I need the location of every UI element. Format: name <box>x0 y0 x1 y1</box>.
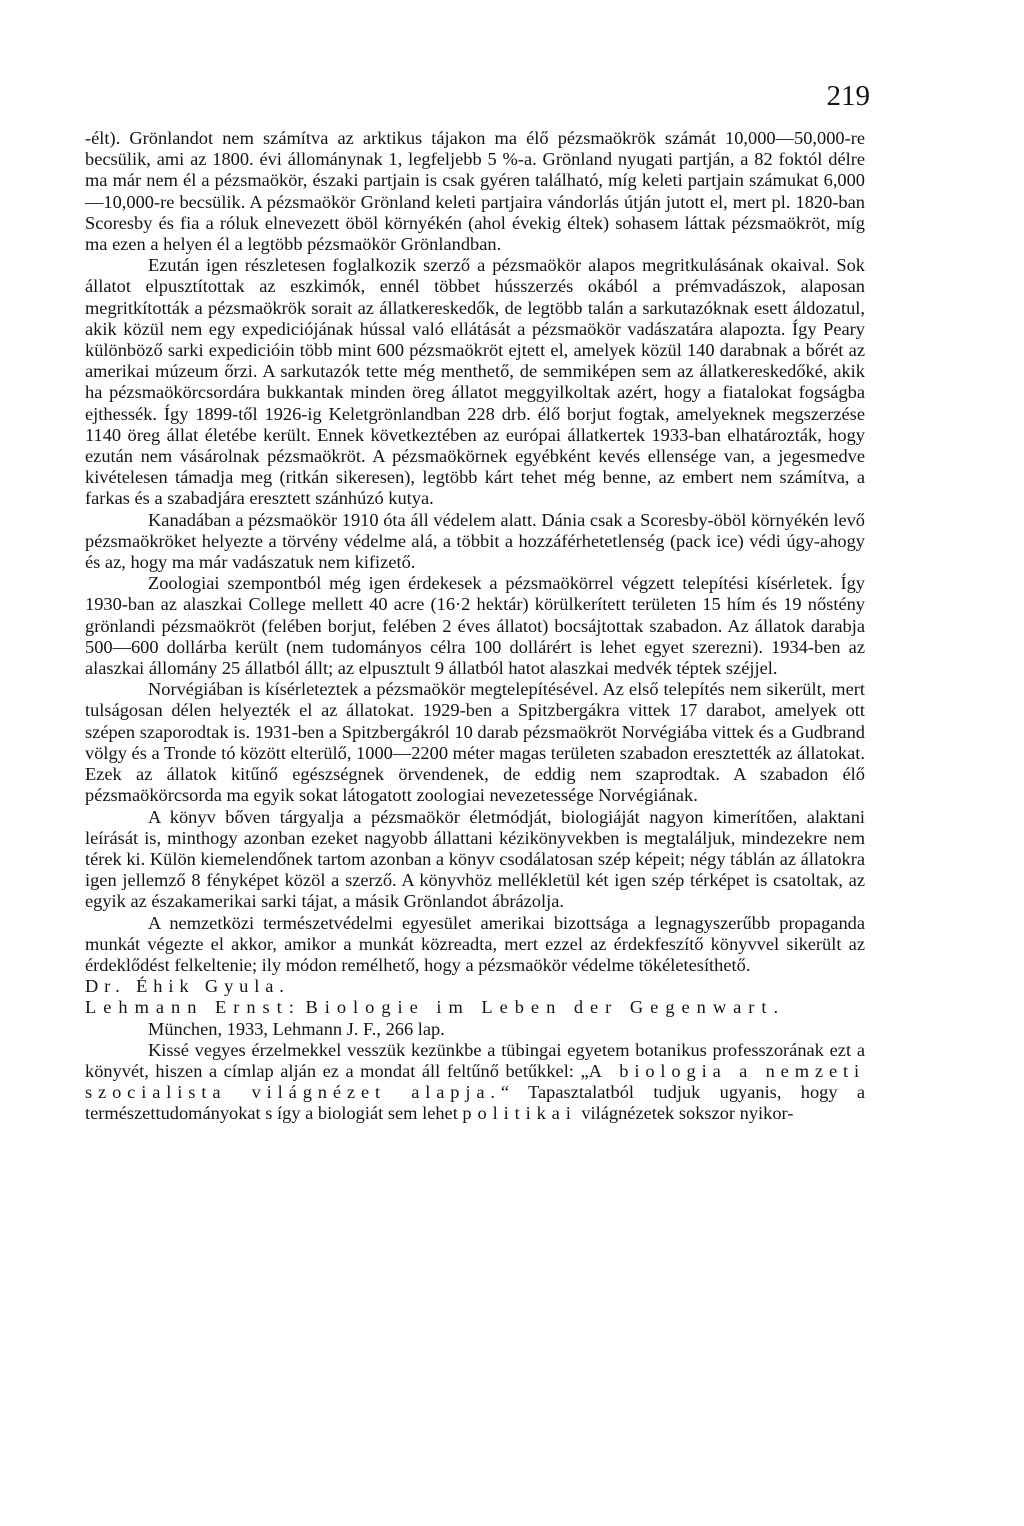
review-quote: A biologia a nemzeti szocialista világnézet alapja. <box>85 1060 865 1103</box>
paragraph-2: Ezután igen részletesen foglalkozik szerző a pézsmaökör alapos megritkulásának okaival. Sok állatot elpusztítottak az eszkimók, ennél többet hússzerzés okából a prémvadászok, alaposan megritkították a pézsmaökrök sorait az állatkereskedők, de legtöbb talán a sarkutazóknak esett áldozatul, akik közül nem egy expediciójának hússal való ellátását a pézsmaökör vadászatára alapozta. Így Peary különböző sarki expedicióin több mint 600 pézsmaökröt ejtett el, amelyek közül 140 darabnak a bőrét az amerikai múzeum őrzi. A sarkutazók tette még menthető, de semmiképen sem az állatkereskedőké, akik ha pézsmaökörcsordára bukkantak minden öreg állatot meggyilkoltak azért, hogy a fiatalokat fogságba ejthessék. Így 1899-től 1926-ig Keletgrönlandban 228 drb. élő borjut fogtak, amelyeknek megszerzése 1140 öreg állat életébe került. Ennek következtében az európai állatkertek 1933-ban elhatározták, hogy ezután nem vásárolnak pézsmaökröt. A pézsmaökörnek egyébként kevés ellensége van, a jegesmedve kivételesen támadja meg (ritkán sikeresen), legtöbb kárt tehet még benne, az embert nem számítva, a farkas és a szabadjára eresztett szánhúzó kutya. <box>85 255 865 509</box>
signature-text: Dr. Éhik Gyula. <box>85 976 290 997</box>
review-spaced-word: politikai <box>462 1103 577 1124</box>
page-number: 219 <box>826 80 870 112</box>
article-text <box>85 128 865 1125</box>
review-paragraph <box>85 1040 865 1125</box>
review-body-end: világnézetek sokszor nyikor- <box>576 1103 794 1124</box>
review-title: Biologie im Leben der Gegenwart. <box>305 997 786 1018</box>
review-imprint: München, 1933, Lehmann J. F., 266 lap. <box>148 1018 445 1039</box>
paragraph-5: Norvégiában is kísérleteztek a pézsmaökör megtelepítésével. Az első telepítés nem sikerült, mert tulságosan délen helyezték el az állatokat. 1929-ben a Spitzbergákra vittek 17 darabot, amelyek ott szépen szaporodtak is. 1931-ben a Spitzbergákról 10 darab pézsmaökröt Norvégiába vittek és a Gudbrand völgy és a Tronde tó között elterülő, 1000—2200 méter magas területen szabadon eresztették az állatokat. Ezek az állatok kitűnő egészségnek örvendenek, de eddig nem szaprodtak. A szabadon élő pézsmaökörcsorda ma egyik sokat látogatott zoologiai nevezetessége Norvégiának. <box>85 679 865 806</box>
review-body-mid: “ Tapasztalatból tudjuk ugyanis, hogy a természettudományokat s így a biologiát sem lehet <box>85 1082 865 1124</box>
review-body-start: Kissé vegyes érzelmekkel vesszük kezünkbe a tübingai egyetem botanikus professzorának ezt a könyvét, hiszen a címlap alján ez a mondat áll feltűnő betűkkel: „ <box>85 1039 865 1081</box>
paragraph-1: -élt). Grönlandot nem számítva az arktikus tájakon ma élő pézsmaökrök számát 10,000—50,000-re becsülik, ami az 1800. évi állománynak 1, legfeljebb 5 %-a. Grönland nyugati partján, a 82 foktól délre ma már nem él a pézsmaökör, északi partjain is csak gyéren található, míg keleti partjain számukat 6,000—10,000-re becsülik. A pézsmaökör Grönland keleti partjaira vándorlás útján jutott el, mert pl. 1820-ban Scoresby és fia a róluk elnevezett öböl környékén (ahol évekig éltek) sohasem láttak pézsmaökröt, míg ma ezen a helyen él a legtöbb pézsmaökör Grönlandban. <box>85 128 865 255</box>
paragraph-7: A nemzetközi természetvédelmi egyesület amerikai bizottsága a legnagyszerűbb propaganda munkát végezte el akkor, amikor a munkát közreadta, mert ezzel az érdekfeszítő könyvvel sikerült az érdeklődést felkeltenie; ily módon remélhető, hogy a pézsmaökör védelme tökéletesíthető. <box>85 912 865 975</box>
review-heading <box>85 997 865 1018</box>
paragraph-4: Zoologiai szempontból még igen érdekesek a pézsmaökörrel végzett telepítési kísérletek. Így 1930-ban az alaszkai College mellett 40 acre (16·2 hektár) körülkerített területen 15 hím és 19 nőstény grönlandi pézsmaökröt (felében borjut, felében 2 éves állatot) bocsájtottak szabadon. Az állatok darabja 500—600 dollárba került (nem tudományos célra 100 dollárért is lehet egyet szerezni). 1934-ben az alaszkai állomány 25 állatból állt; az elpusztult 9 állatból hatot alaszkai medvék téptek széjjel. <box>85 573 865 679</box>
paragraph-3: Kanadában a pézsmaökör 1910 óta áll védelem alatt. Dánia csak a Scoresby-öböl környékén levő pézsmaökröket helyezte a törvény védelme alá, a többit a hozzáférhetetlenség (pack ice) védi úgy-ahogy és az, hogy ma már vadászatuk nem kifizető. <box>85 509 865 573</box>
paragraph-6: A könyv bőven tárgyalja a pézsmaökör életmódját, biologiáját nagyon kimerítően, alaktani leírását is, minthogy azonban ezeket nagyobb állattani kézikönyvekben is megtaláljuk, mindezekre nem térek ki. Külön kiemelendőnek tartom azonban a könyv csodálatosan szép képeit; négy táblán az állatokra igen jellemző 8 fényképet közöl a szerző. A könyvhöz mellékletül két igen szép térképet is csatoltak, az egyik az északamerikai sarki tájat, a másik Grönlandot ábrázolja. <box>85 806 865 912</box>
review-author: Lehmann Ernst: <box>85 997 301 1018</box>
signature <box>85 976 865 997</box>
